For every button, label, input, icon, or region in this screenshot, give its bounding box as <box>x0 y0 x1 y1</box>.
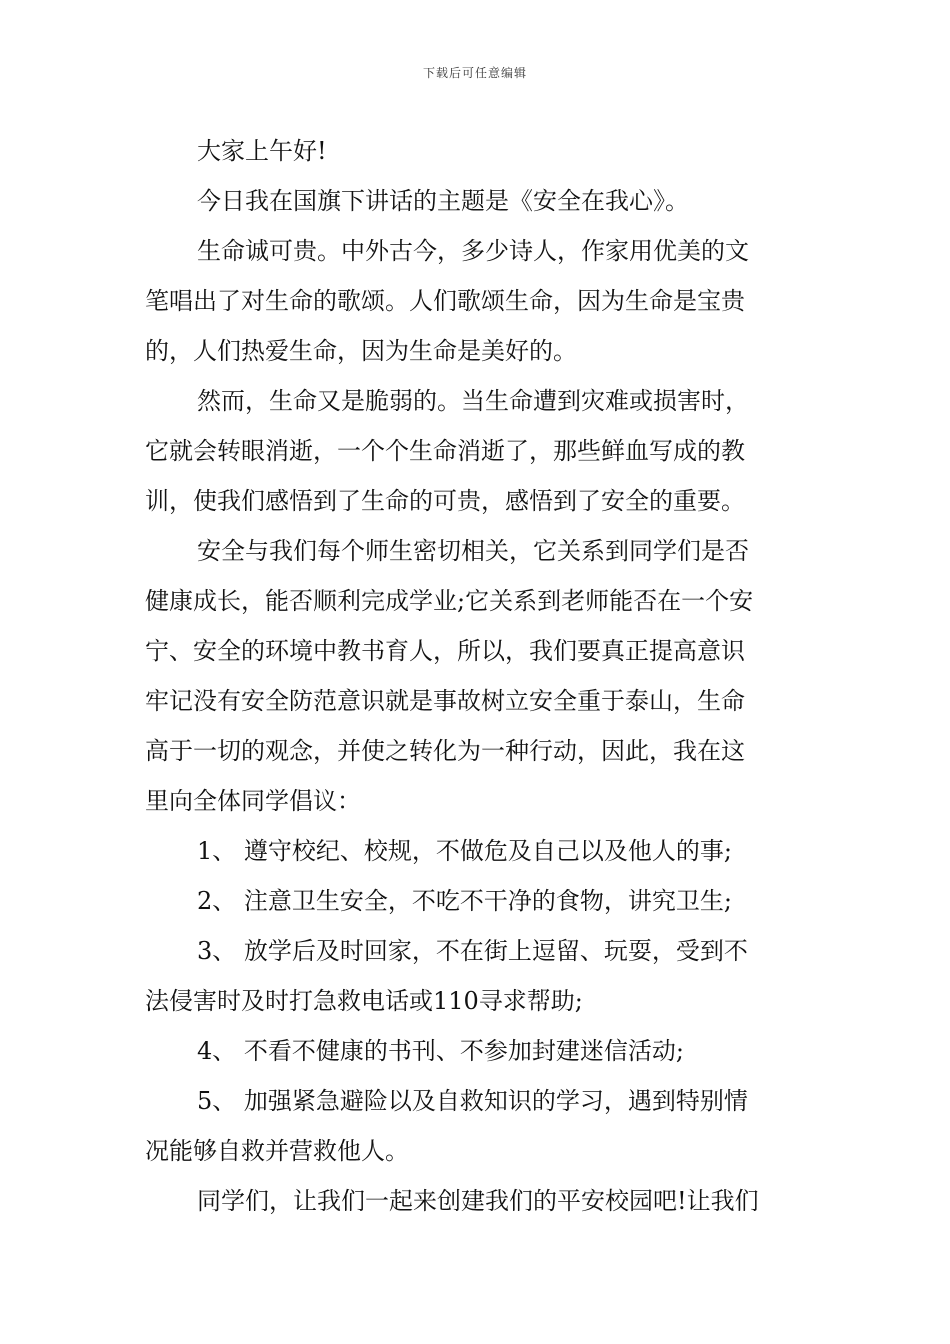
list-item-2 <box>145 876 805 926</box>
document-body <box>145 126 805 1226</box>
text-line: 里向全体同学倡议： <box>145 787 361 815</box>
list-item-1 <box>145 826 805 876</box>
text-line: 2、 注意卫生安全，不吃不干净的食物，讲究卫生; <box>197 887 732 915</box>
text-line: 高于一切的观念，并使之转化为一种行动，因此，我在这 <box>145 737 745 765</box>
paragraph-life-precious <box>145 226 805 376</box>
paragraph-greeting <box>145 126 805 176</box>
text-line: 3、 放学后及时回家，不在街上逗留、玩耍，受到不 <box>197 937 748 965</box>
list-item-4 <box>145 1026 805 1076</box>
text-line: 它就会转眼消逝，一个个生命消逝了，那些鲜血写成的教 <box>145 437 745 465</box>
paragraph-topic <box>145 176 805 226</box>
text-line: 4、 不看不健康的书刊、不参加封建迷信活动; <box>197 1037 684 1065</box>
list-item-3 <box>145 926 805 1026</box>
text-line: 训，使我们感悟到了生命的可贵，感悟到了安全的重要。 <box>145 487 745 515</box>
paragraph-life-fragile <box>145 376 805 526</box>
text-line: 5、 加强紧急避险以及自救知识的学习，遇到特别情 <box>197 1087 748 1115</box>
paragraph-closing <box>145 1176 805 1226</box>
text-line: 笔唱出了对生命的歌颂。人们歌颂生命，因为生命是宝贵 <box>145 287 745 315</box>
text-line: 况能够自救并营救他人。 <box>145 1137 409 1165</box>
text-line: 同学们，让我们一起来创建我们的平安校园吧!让我们 <box>197 1187 759 1215</box>
list-item-5 <box>145 1076 805 1176</box>
text-line: 生命诚可贵。中外古今，多少诗人，作家用优美的文 <box>197 237 749 265</box>
text-line: 然而，生命又是脆弱的。当生命遭到灾难或损害时， <box>197 387 749 415</box>
text-line: 大家上午好! <box>197 137 327 165</box>
paragraph-safety-importance <box>145 526 805 826</box>
text-line: 健康成长，能否顺利完成学业;它关系到老师能否在一个安 <box>145 587 754 615</box>
page-header: 下载后可任意编辑 <box>422 66 527 80</box>
text-line: 牢记没有安全防范意识就是事故树立安全重于泰山，生命 <box>145 687 745 715</box>
text-line: 法侵害时及时打急救电话或110寻求帮助; <box>145 987 583 1015</box>
text-line: 1、 遵守校纪、校规，不做危及自己以及他人的事; <box>197 837 732 865</box>
text-line: 的，人们热爱生命，因为生命是美好的。 <box>145 337 577 365</box>
text-line: 今日我在国旗下讲话的主题是《安全在我心》。 <box>197 187 689 215</box>
text-line: 安全与我们每个师生密切相关，它关系到同学们是否 <box>197 537 749 565</box>
text-line: 宁、安全的环境中教书育人，所以，我们要真正提高意识 <box>145 637 745 665</box>
